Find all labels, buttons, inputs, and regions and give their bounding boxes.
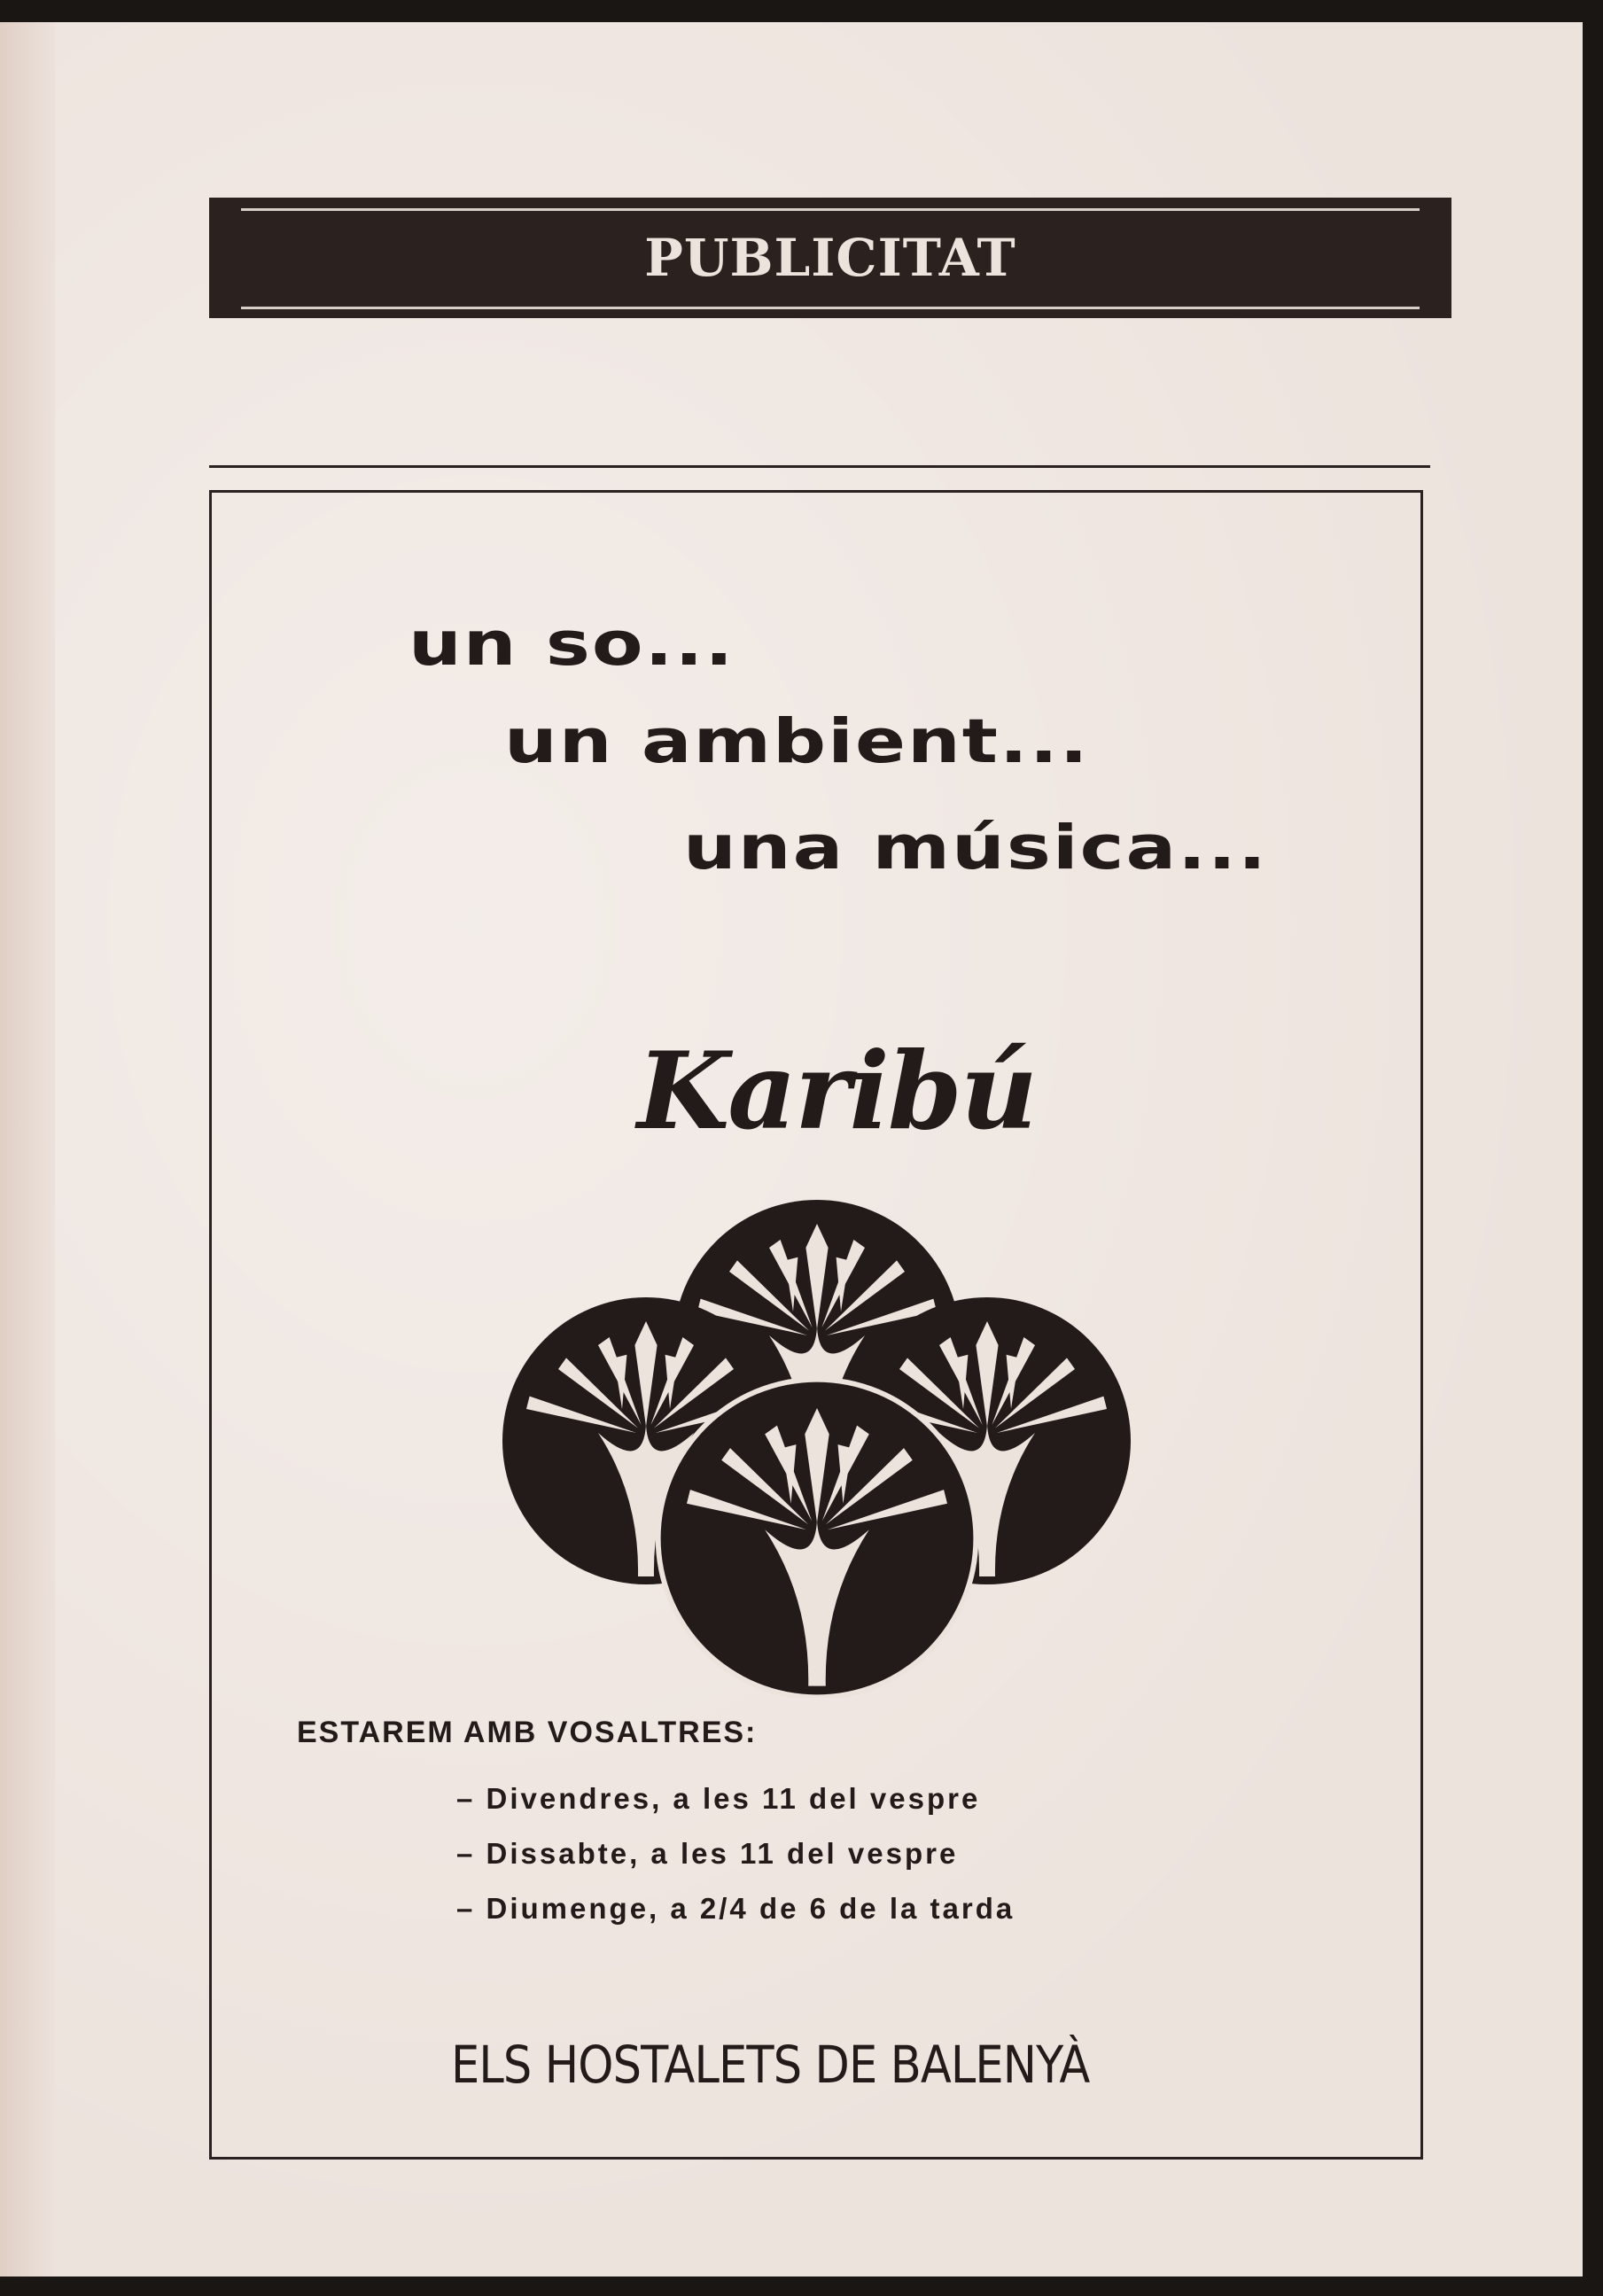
- announcement-heading: ESTAREM AMB VOSALTRES:: [297, 1716, 758, 1749]
- schedule-list: [456, 1782, 1015, 1947]
- slogan-line-2: un ambient...: [504, 705, 1090, 777]
- section-banner: [209, 198, 1451, 318]
- page-fold-shadow: [0, 22, 55, 2277]
- magazine-page: [0, 22, 1583, 2277]
- advertisement-box: [209, 490, 1423, 2160]
- banner-rule-bottom: [241, 307, 1420, 309]
- brand-name: Karibú: [636, 1029, 1036, 1154]
- slogan-line-1: un so...: [409, 608, 735, 680]
- schedule-item: – Dissabte, a les 11 del vespre: [456, 1837, 959, 1870]
- schedule-item: – Diumenge, a 2/4 de 6 de la tarda: [456, 1892, 1015, 1925]
- location-text: ELS HOSTALETS DE BALENYÀ: [451, 2035, 1090, 2095]
- slogan-line-3: una música...: [683, 812, 1268, 883]
- divider-line: [209, 465, 1430, 468]
- section-title: PUBLICITAT: [644, 228, 1016, 288]
- schedule-item: – Divendres, a les 11 del vespre: [456, 1782, 981, 1815]
- four-circle-palm-logo-icon: [478, 1184, 1151, 1698]
